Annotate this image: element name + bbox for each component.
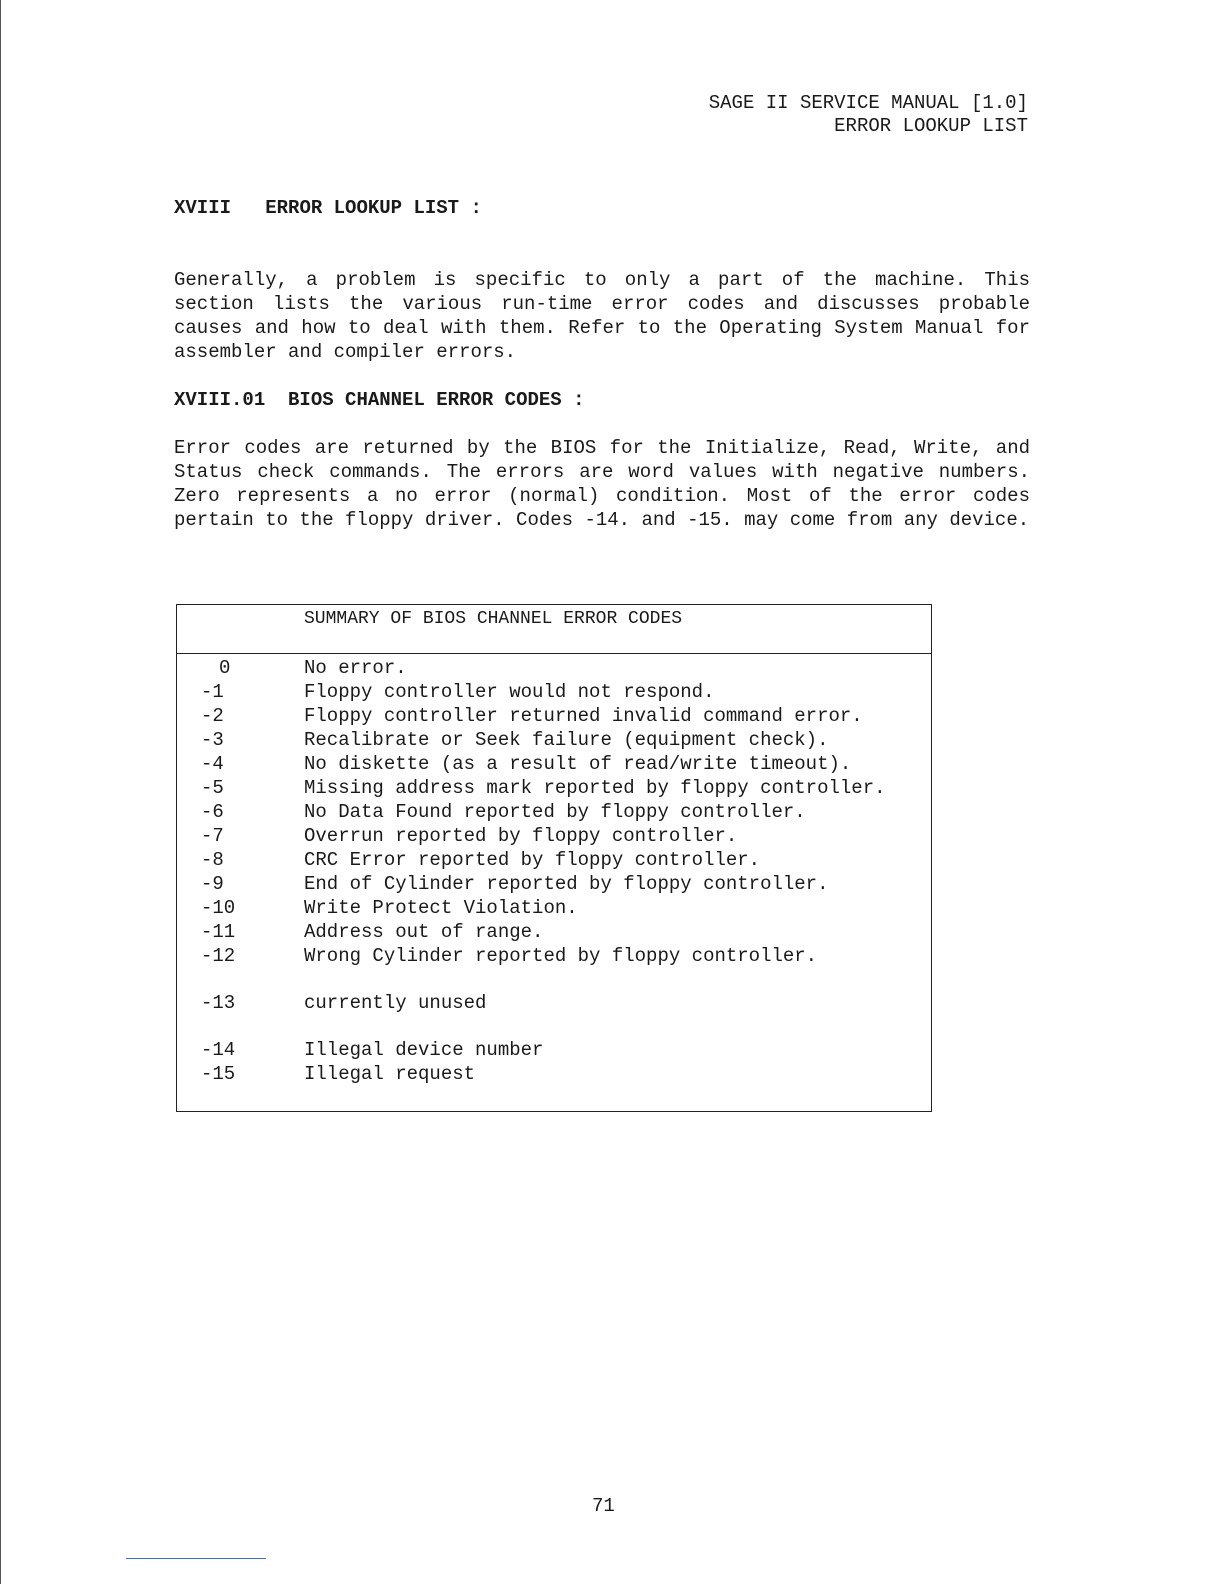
page-left-edge xyxy=(0,0,1,1584)
header-chapter-title: ERROR LOOKUP LIST xyxy=(834,115,1028,137)
error-code: 0 xyxy=(219,657,231,679)
error-description: CRC Error reported by floppy controller. xyxy=(304,849,761,871)
table-row xyxy=(177,848,931,872)
error-code-summary-table xyxy=(176,604,932,1112)
error-code: -13 xyxy=(201,992,236,1014)
error-code: -3 xyxy=(201,729,224,751)
error-code: -4 xyxy=(201,753,224,775)
error-code: -10 xyxy=(201,897,236,919)
error-description: Missing address mark reported by floppy controller. xyxy=(304,777,886,799)
table-row xyxy=(177,800,931,824)
table-header-divider xyxy=(177,653,931,654)
error-code: -12 xyxy=(201,945,236,967)
table-row xyxy=(177,824,931,848)
table-row xyxy=(177,704,931,728)
error-code: -11 xyxy=(201,921,236,943)
error-code: -8 xyxy=(201,849,224,871)
bottom-link-underline xyxy=(126,1558,266,1559)
section-heading xyxy=(174,197,482,219)
table-row xyxy=(177,752,931,776)
table-row xyxy=(177,991,931,1015)
running-header xyxy=(709,92,1028,138)
error-code: -9 xyxy=(201,873,224,895)
error-description: No error. xyxy=(304,657,407,679)
subsection-heading xyxy=(174,389,584,411)
subsection-title: BIOS CHANNEL ERROR CODES : xyxy=(288,389,585,411)
error-description: End of Cylinder reported by floppy controller. xyxy=(304,873,829,895)
error-description: Recalibrate or Seek failure (equipment check). xyxy=(304,729,829,751)
table-title: SUMMARY OF BIOS CHANNEL ERROR CODES xyxy=(304,609,683,629)
table-row xyxy=(177,656,931,680)
error-description: Address out of range. xyxy=(304,921,544,943)
error-description: Write Protect Violation. xyxy=(304,897,578,919)
subsection-number: XVIII.01 xyxy=(174,389,266,411)
error-code: -6 xyxy=(201,801,224,823)
table-row xyxy=(177,896,931,920)
error-description: Illegal request xyxy=(304,1063,476,1085)
section-intro-paragraph: Generally, a problem is specific to only a part of the machine. This section lists the various run-time error codes and discusses probable causes and how to deal with them. Refer to the Operating System Manual for assembler and compiler errors. xyxy=(174,269,1030,363)
error-description: currently unused xyxy=(304,992,487,1014)
error-description: Wrong Cylinder reported by floppy controller. xyxy=(304,945,818,967)
table-row xyxy=(177,776,931,800)
table-row xyxy=(177,872,931,896)
subsection-body-paragraph: Error codes are returned by the BIOS for the Initialize, Read, Write, and Status check commands. The errors are word values with negative numbers. Zero represents a no error (normal) condition. Most of the error codes pertain to the floppy driver. Codes -14. and -15. may come from any device. xyxy=(174,437,1030,531)
error-code: -15 xyxy=(201,1063,236,1085)
error-code: -5 xyxy=(201,777,224,799)
header-manual-title: SAGE II SERVICE MANUAL [1.0] xyxy=(708,92,1028,114)
page-number: 71 xyxy=(592,1495,615,1517)
table-row xyxy=(177,728,931,752)
section-number: XVIII xyxy=(174,197,232,219)
error-description: No Data Found reported by floppy controller. xyxy=(304,801,806,823)
table-rows xyxy=(177,656,931,1086)
error-description: Illegal device number xyxy=(304,1039,544,1061)
table-row xyxy=(177,1062,931,1086)
table-row xyxy=(177,920,931,944)
error-description: Floppy controller returned invalid command error. xyxy=(304,705,863,727)
table-row xyxy=(177,1038,931,1062)
error-code: -14 xyxy=(201,1039,236,1061)
table-row xyxy=(177,944,931,968)
error-code: -1 xyxy=(201,681,224,703)
error-description: Overrun reported by floppy controller. xyxy=(304,825,738,847)
error-description: Floppy controller would not respond. xyxy=(304,681,715,703)
error-code: -7 xyxy=(201,825,224,847)
error-code: -2 xyxy=(201,705,224,727)
table-row xyxy=(177,680,931,704)
error-description: No diskette (as a result of read/write timeout). xyxy=(304,753,852,775)
section-title: ERROR LOOKUP LIST : xyxy=(265,197,482,219)
